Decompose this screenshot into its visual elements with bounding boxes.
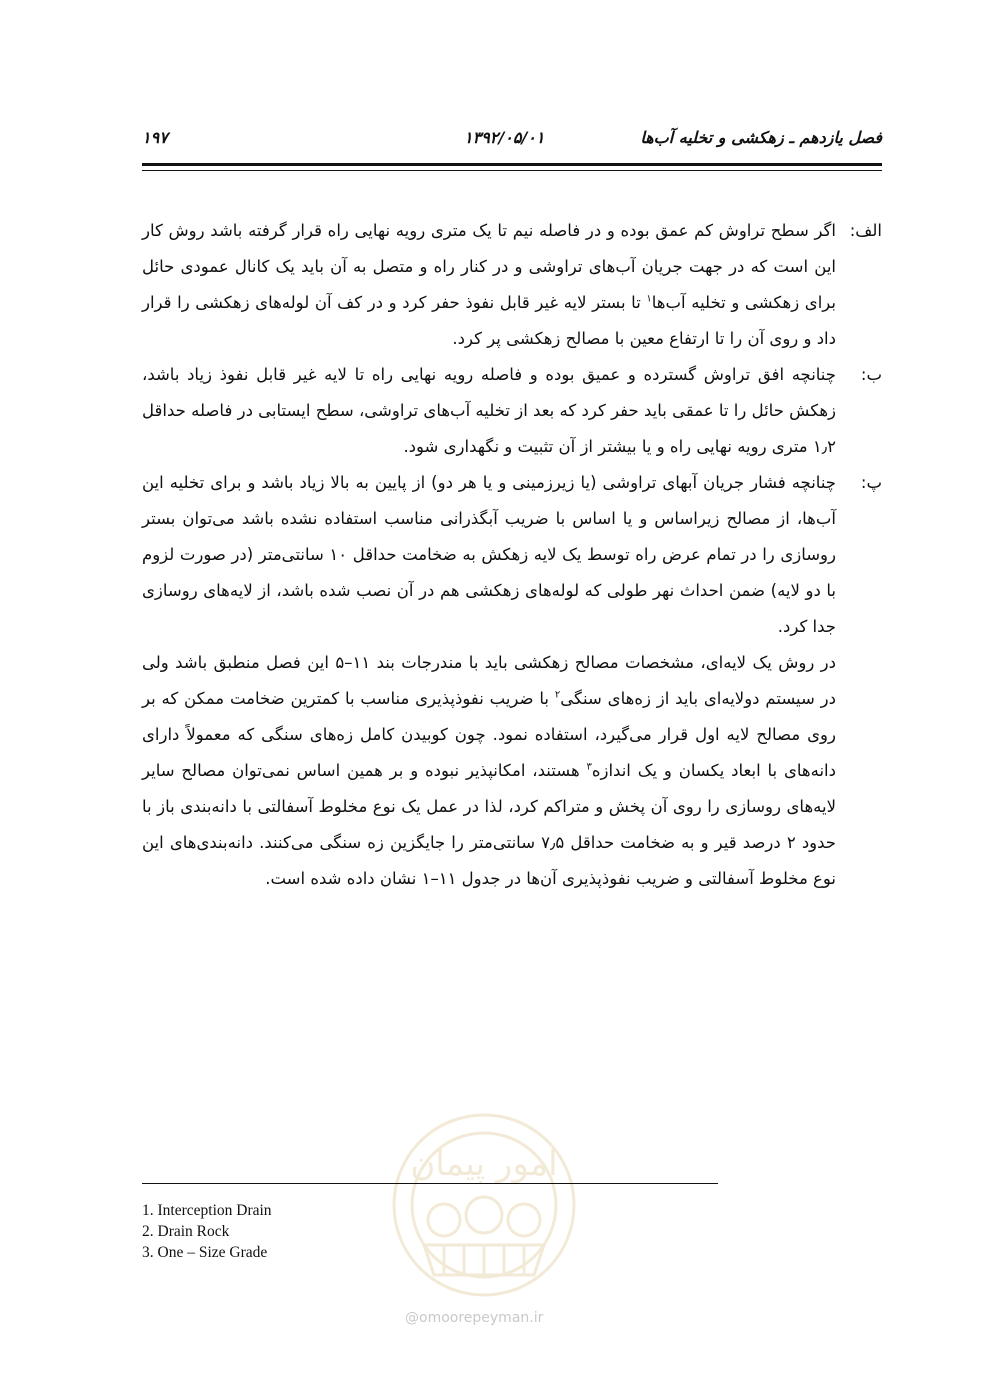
item-marker: ب: — [860, 365, 882, 384]
watermark-url: @omoorepeyman.ir — [405, 1310, 544, 1326]
header-rule-thin — [142, 170, 882, 171]
paragraph-part: هستند، امکانپذیر نبوده و بر همین اساس نمی‌توان مصالح سایر لایه‌های روسازی را روی آن پخش و متراکم کرد، لذا در عمل یک نوع مخلوط آسفالتی با دانه‌بندی باز با حدود ۲ درصد قیر و به ضخامت حداقل ۷٫۵ سانتی‌متر را جایگزین زه سنگی می‌کنند. دانه‌بندی‌های این نوع مخلوط آسفالتی و ضریب نفوذپذیری آن‌ها در جدول ۱۱–۱ نشان داده شده است. — [142, 761, 836, 888]
footnote-ref: ۱ — [646, 293, 652, 305]
item-marker: پ: — [860, 473, 882, 492]
list-item-pe — [142, 465, 882, 645]
footnote-3: 3. One – Size Grade — [142, 1244, 268, 1261]
footnote-ref: ۲ — [554, 689, 561, 701]
footnote-2: 2. Drain Rock — [142, 1223, 230, 1240]
header-rule-thick — [142, 163, 882, 166]
list-item-alef — [142, 213, 882, 357]
item-text: چنانچه افق تراوش گسترده و عمیق بوده و فاصله رویه نهایی راه تا لایه غیر قابل نفوذ زیاد باشد، زهکش حائل را تا عمقی باید حفر کرد که بعد از تخلیه آب‌های تراوشی، سطح ایستابی در فاصله حداقل ۱٫۲ متری رویه نهایی راه و یا بیشتر از آن تثبیت و نگهداری شود. — [142, 365, 836, 456]
main-text — [142, 213, 882, 897]
footnote-separator — [142, 1183, 718, 1184]
page-number: ۱۹۷ — [142, 128, 168, 147]
watermark-logo-text: امور پیمان — [410, 1144, 558, 1184]
watermark-logo — [384, 1095, 584, 1325]
footnote-1: 1. Interception Drain — [142, 1202, 272, 1219]
chapter-title: فصل یازدهم ـ زهکشی و تخلیه آب‌ها — [640, 128, 882, 147]
closing-paragraph — [142, 645, 882, 897]
list-item-be — [142, 357, 882, 465]
item-text: چنانچه فشار جریان آبهای تراوشی (یا زیرزمینی و یا هر دو) از پایین به بالا زیاد باشد و برای تخلیه این آب‌ها، از مصالح زیراساس و یا اساس با ضریب آبگذرانی مناسب استفاده نشده باشد می‌توان بستر روسازی را در تمام عرض راه توسط یک لایه زهکش به ضخامت حداقل ۱۰ سانتی‌متر (در صورت لزوم با دو لایه) ضمن احداث نهر طولی که لوله‌های زهکشی هم در آن نصب شده باشد، از لایه‌های روسازی جدا کرد. — [142, 473, 836, 636]
page-header — [142, 128, 882, 152]
footnote-ref: ۳ — [586, 761, 592, 773]
paragraph-part: با ضریب نفوذپذیری مناسب با کمترین ضخامت ممکن که بر روی مصالح لایه اول قرار می‌گیرد، استفاده نمود. چون کوبیدن کامل زه‌های سنگی که معمولاً دارای دانه‌های با ابعاد یکسان و یک اندازه — [142, 689, 836, 780]
item-text-part: اگر سطح تراوش کم عمق بوده و در فاصله نیم تا یک متری رویه نهایی راه قرار گرفته باشد روش کار این است که در جهت جریان آب‌های تراوشی و در کنار راه و متصل به آن باید یک کانال عمودی حائل برای زهکشی و تخلیه آب‌ها — [142, 221, 836, 312]
item-marker: الف: — [849, 221, 882, 240]
header-date: ۱۳۹۲/۰۵/۰۱ — [464, 128, 545, 147]
item-text — [142, 213, 836, 357]
paragraph-part: در روش یک لایه‌ای، مشخصات مصالح زهکشی باید با مندرجات بند ۱۱–۵ این فصل منطبق باشد ولی در سیستم دولایه‌ای باید از زه‌های سنگی — [142, 653, 837, 708]
footnotes — [142, 1200, 272, 1263]
item-text-part: تا بستر لایه غیر قابل نفوذ حفر کرد و در کف آن لوله‌های زهکشی را قرار داد و روی آن را تا ارتفاع معین با مصالح زهکشی پر کرد. — [142, 293, 836, 348]
